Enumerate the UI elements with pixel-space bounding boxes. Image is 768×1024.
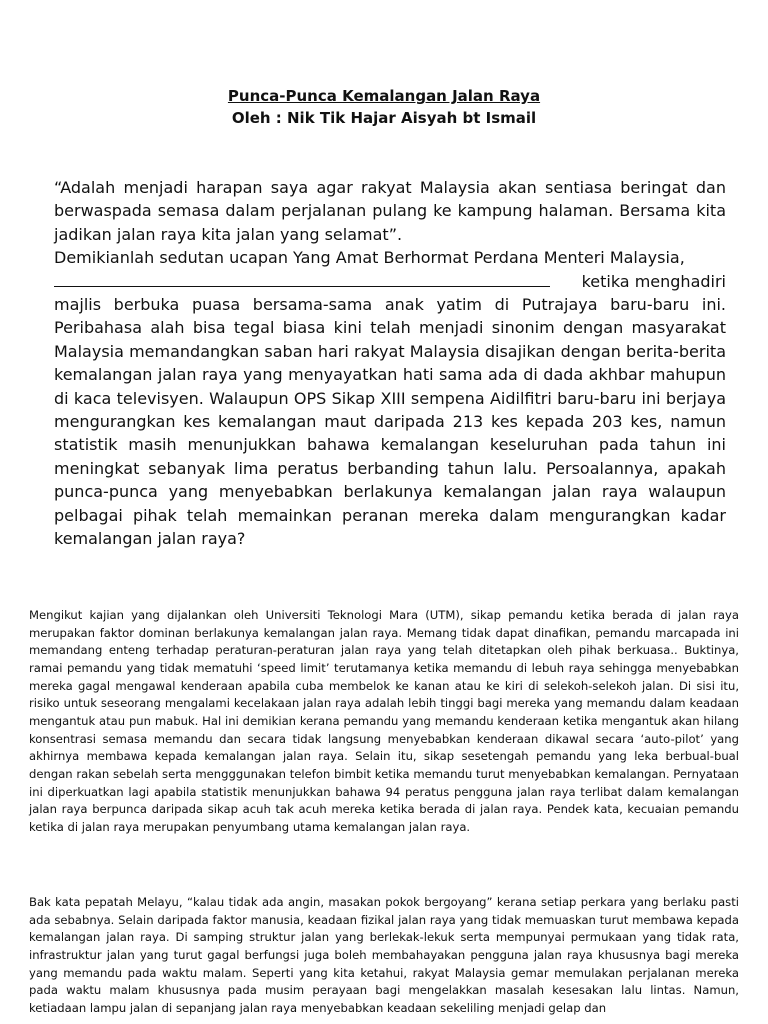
body-paragraph-1: Mengikut kajian yang dijalankan oleh Universiti Teknologi Mara (UTM), sikap pemandu ketika berada di jalan raya merupakan faktor dominan berlakunya kemalangan jalan raya. Memang tidak dapat dinafikan, pemandu marcapada ini memandang enteng terhadap peraturan-peraturan jalan raya yang telah ditetapkan oleh pihak berkuasa.. Buktinya, ramai pemandu yang tidak mematuhi ‘speed limit’ terutamanya ketika memandu di lebuh raya sehingga menyebabkan mereka gagal mengawal kenderaan apabila cuba membelok ke kanan atau ke kiri di selekoh-selekoh jalan. Di sisi itu, risiko untuk seseorang mengalami kecelakaan jalan raya adalah lebih tinggi bagi mereka yang memandu dalam keadaan mengantuk atau pun mabuk. Hal ini demikian kerana pemandu yang memandu kenderaan ketika mengantuk akan hilang konsentrasi semasa memandu dan secara tidak langsung menyebabkan kenderaan dikawal secara ‘auto-pilot’ yang akhirnya membawa kepada kemalangan jalan raya. Selain itu, sikap sesetengah pemandu yang leka berbual-bual dengan rakan sebelah serta mengggunakan telefon bimbit ketika memandu turut menyebabkan kemalangan. Pernyataan ini diperkuatkan lagi apabila statistik menunjukkan bahawa 94 peratus pengguna jalan raya terlibat dalam kemalangan jalan raya berpunca daripada sikap acuh tak acuh mereka ketika berada di jalan raya. Pendek kata, kecuaian pemandu ketika di jalan raya merupakan penyumbang utama kemalangan jalan raya. — [29, 608, 739, 834]
intro-after-blank: ketika menghadiri — [581, 271, 726, 291]
fill-in-blank — [54, 272, 550, 287]
intro-blank-line — [54, 270, 726, 293]
intro-speech-line: Demikianlah sedutan ucapan Yang Amat Berhormat Perdana Menteri Malaysia, — [54, 248, 685, 268]
document-title: Punca-Punca Kemalangan Jalan Raya — [227, 87, 541, 105]
body-paragraph-2: Bak kata pepatah Melayu, “kalau tidak ada angin, masakan pokok bergoyang” kerana setiap perkara yang berlaku pasti ada sebabnya. Selain daripada faktor manusia, keadaan fizikal jalan raya yang tidak memuaskan turut membawa kepada kemalangan jalan raya. Di samping struktur jalan yang berlekak-lekuk serta mempunyai permukaan yang tidak rata, infrastruktur jalan yang turut gagal berfungsi juga boleh membahayakan pengguna jalan raya khususnya bagi mereka yang memandu pada waktu malam. Seperti yang kita ketahui, rakyat Malaysia gemar memulakan perjalanan mereka pada waktu malam khususnya pada musim perayaan bagi mengelakkan masalah kesesakan lalu lintas. Namun, ketiadaan lampu jalan di sepanjang jalan raya menyebabkan keadaan sekeliling menjadi gelap dan — [29, 895, 739, 1015]
intro-quote: “Adalah menjadi harapan saya agar rakyat Malaysia akan sentiasa beringat dan berwaspada semasa dalam perjalanan pulang ke kampung halaman. Bersama kita jadikan jalan raya kita jalan yang selamat”. — [54, 178, 726, 244]
intro-paragraph — [54, 176, 726, 551]
document-title-block — [0, 85, 768, 129]
author-line: Oleh : Nik Tik Hajar Aisyah bt Ismail — [231, 109, 537, 127]
intro-rest: majlis berbuka puasa bersama-sama anak yatim di Putrajaya baru-baru ini. Peribahasa alah bisa tegal biasa kini telah menjadi sinonim dengan masyarakat Malaysia memandangkan saban hari rakyat Malaysia disajikan dengan berita-berita kemalangan jalan raya yang menyayatkan hati sama ada di dada akhbar mahupun di kaca televisyen. Walaupun OPS Sikap XIII sempena Aidilfitri baru-baru ini berjaya mengurangkan kes kemalangan maut daripada 213 kes kepada 203 kes, namun statistik masih menunjukkan bahawa kemalangan keseluruhan pada tahun ini meningkat sebanyak lima peratus berbanding tahun lalu. Persoalannya, apakah punca-punca yang menyebabkan berlakunya kemalangan jalan raya walaupun pelbagai pihak telah memainkan peranan mereka dalam mengurangkan kadar kemalangan jalan raya? — [54, 295, 726, 549]
